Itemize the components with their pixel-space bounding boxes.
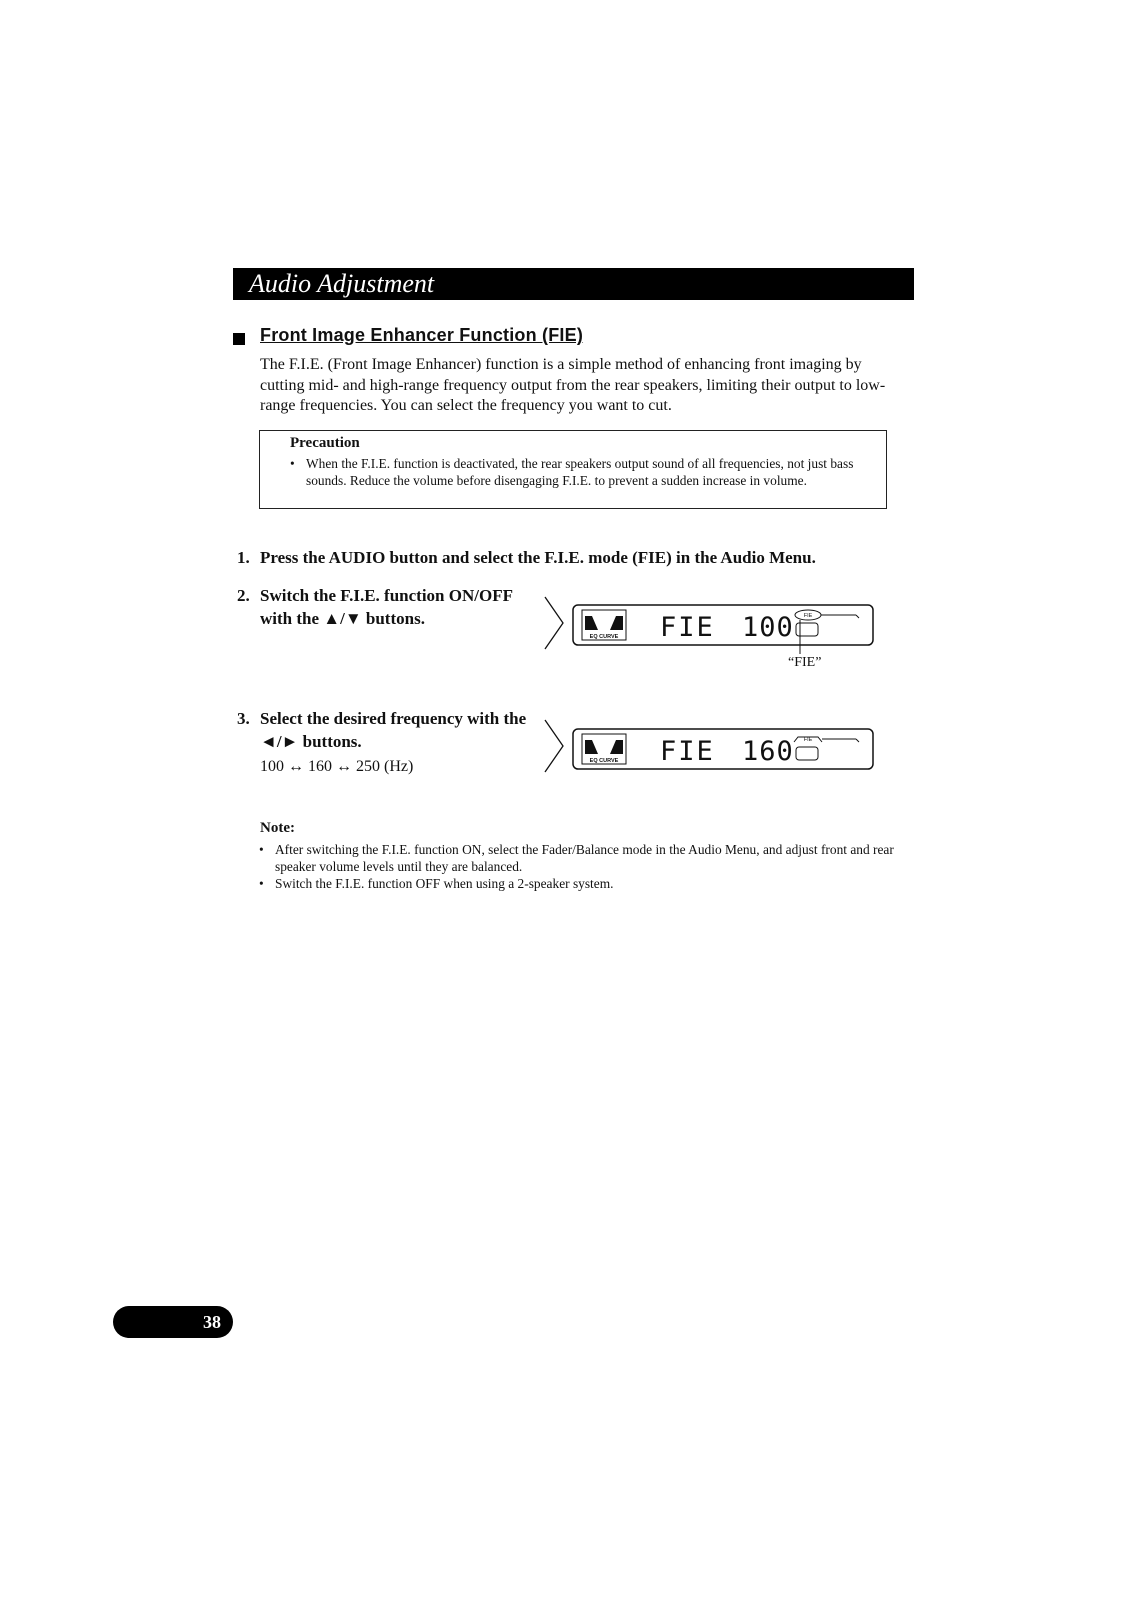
note-title: Note: — [260, 820, 295, 836]
lcd-value-text: 100 — [742, 612, 794, 643]
section-heading: Front Image Enhancer Function (FIE) — [260, 325, 584, 345]
intro-paragraph: The F.I.E. (Front Image Enhancer) function is a simple method of enhancing front imaging by cutting mid- and high-range frequency output from the rear speakers, limiting their output to low-range frequencies. You can select the frequency you want to cut. — [260, 356, 886, 414]
note-item-text: After switching the F.I.E. function ON, select the Fader/Balance mode in the Audio Menu, and adjust front and rear speaker volume levels until they are balanced. — [275, 842, 894, 874]
lcd-mode-text: FIE — [660, 736, 715, 767]
precaution-item — [290, 455, 870, 489]
precaution-box — [259, 430, 887, 509]
step-3-number: 3. — [237, 709, 250, 728]
page-number-badge — [113, 1306, 233, 1338]
chevron-right-icon — [543, 595, 565, 651]
bullet-dot: • — [259, 842, 264, 857]
lcd-mode-text: FIE — [660, 612, 715, 643]
frequency-sequence: 100 ↔ 160 ↔ 250 (Hz) — [260, 758, 414, 775]
eq-curve-label: EQ CURVE — [589, 758, 619, 764]
page-title: Audio Adjustment — [249, 269, 435, 298]
fie-callout-label: “FIE” — [788, 655, 822, 670]
chevron-right-icon — [543, 718, 565, 774]
bullet-dot: • — [259, 876, 264, 891]
page-number: 38 — [203, 1312, 221, 1332]
precaution-list — [290, 455, 870, 489]
step-2-text: Switch the F.I.E. function ON/OFF with the ▲/▼ buttons. — [260, 586, 513, 628]
section-bullet-square — [233, 333, 245, 345]
note-list — [259, 841, 899, 892]
callout-line — [795, 620, 805, 656]
note-item — [259, 875, 899, 892]
fie-indicator-label: FIE — [803, 737, 813, 743]
note-item — [259, 841, 899, 875]
note-item-text: Switch the F.I.E. function OFF when using a 2-speaker system. — [275, 876, 614, 891]
step-3-text: Select the desired frequency with the ◄/► buttons. — [260, 709, 527, 751]
lcd-display-fie-160 — [572, 728, 874, 770]
eq-curve-label: EQ CURVE — [589, 634, 619, 640]
bullet-dot: • — [290, 456, 295, 471]
step-1-number: 1. — [237, 548, 250, 567]
lcd-value-text: 160 — [742, 736, 794, 767]
fie-indicator-label: FIE — [803, 613, 813, 619]
section-header-bar — [233, 268, 914, 300]
step-2-number: 2. — [237, 586, 250, 605]
precaution-item-text: When the F.I.E. function is deactivated, the rear speakers output sound of all frequencies, not just bass sounds. Reduce the volume before disengaging F.I.E. to prevent a sudden increase in volume. — [306, 456, 854, 488]
precaution-title: Precaution — [290, 435, 360, 451]
step-1-text: Press the AUDIO button and select the F.I.E. mode (FIE) in the Audio Menu. — [260, 548, 816, 567]
lcd-display-fie-100 — [572, 604, 874, 646]
